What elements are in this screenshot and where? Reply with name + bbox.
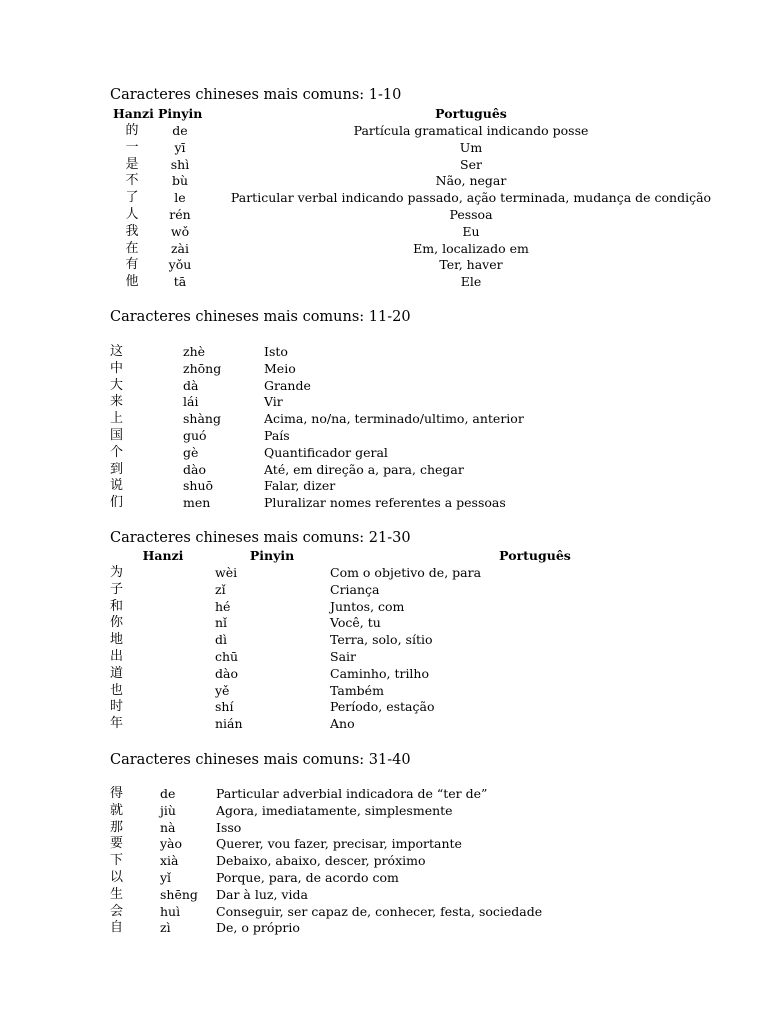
table-row (0, 156, 768, 173)
portugues-cell: Particular adverbial indicadora de “ter de” (216, 786, 488, 801)
table-row (0, 256, 768, 273)
section-title: Caracteres chineses mais comuns: 21-30 (110, 530, 411, 546)
portugues-cell: Pessoa (449, 207, 493, 222)
portugues-cell: Não, negar (435, 173, 507, 189)
portugues-cell: Sair (330, 649, 356, 664)
table-row (0, 852, 768, 869)
hanzi-cell: 这 (110, 344, 124, 359)
portugues-cell: Acima, no/na, terminado/ultimo, anterior (264, 411, 524, 427)
section-title: Caracteres chineses mais comuns: 31-40 (110, 752, 411, 768)
table-row (0, 206, 768, 223)
portugues-cell: Também (330, 682, 384, 698)
hanzi-cell: 那 (110, 819, 124, 835)
table-row (0, 377, 768, 394)
portugues-cell: Agora, imediatamente, simplesmente (216, 802, 453, 818)
hanzi-cell: 了 (125, 190, 139, 206)
portugues-cell: Juntos, com (330, 598, 405, 614)
portugues-cell: Pluralizar nomes referentes a pessoas (264, 495, 506, 511)
pinyin-cell: zì (160, 920, 171, 936)
table-row (0, 598, 768, 615)
table-row (0, 273, 768, 290)
portugues-cell: De, o próprio (216, 920, 300, 936)
portugues-cell: Criança (330, 581, 380, 597)
portugues-cell: Dar à luz, vida (216, 886, 308, 902)
hanzi-cell: 在 (125, 240, 139, 256)
table-row (0, 343, 768, 360)
portugues-cell: País (264, 428, 290, 443)
pinyin-cell: rén (169, 207, 191, 222)
portugues-cell: Ele (460, 274, 482, 290)
portugues-cell: Vir (264, 394, 283, 410)
pinyin-cell: yě (215, 682, 230, 698)
column-header-pinyin: Pinyin (249, 548, 295, 563)
hanzi-cell: 要 (110, 836, 124, 852)
table-row (0, 886, 768, 903)
pinyin-cell: gè (183, 444, 199, 460)
column-header-pinyin: Pinyin (158, 106, 203, 121)
table-row (0, 665, 768, 682)
portugues-cell: Querer, vou fazer, precisar, importante (216, 836, 462, 852)
table-row (0, 360, 768, 377)
pinyin-cell: shàng (183, 411, 221, 427)
table-row (0, 785, 768, 802)
section-title: Caracteres chineses mais comuns: 11-20 (110, 309, 411, 325)
hanzi-cell: 不 (125, 173, 139, 189)
pinyin-cell: yǐ (160, 870, 172, 885)
table-row (0, 477, 768, 494)
hanzi-cell: 生 (110, 886, 124, 902)
pinyin-cell: de (160, 786, 176, 801)
portugues-cell: Conseguir, ser capaz de, conhecer, festa, sociedade (216, 903, 543, 919)
portugues-cell: Caminho, trilho (330, 665, 430, 681)
portugues-cell: Falar, dizer (264, 478, 336, 494)
portugues-cell: Particular verbal indicando passado, ação terminada, mudança de condição (230, 190, 712, 206)
hanzi-cell: 个 (110, 444, 124, 460)
pinyin-cell: zhōng (183, 360, 222, 376)
table-row (0, 648, 768, 665)
table-row (0, 581, 768, 598)
table-row (0, 410, 768, 427)
hanzi-cell: 就 (110, 802, 124, 818)
table-row (0, 835, 768, 852)
pinyin-cell: dà (183, 377, 199, 393)
hanzi-cell: 中 (110, 360, 124, 376)
portugues-cell: Quantificador geral (264, 444, 388, 460)
pinyin-cell: wǒ (170, 223, 190, 239)
table-row (0, 564, 768, 581)
pinyin-cell: guó (183, 428, 207, 443)
portugues-cell: Isso (216, 819, 242, 835)
pinyin-cell: zhè (183, 344, 206, 359)
portugues-cell: Grande (264, 377, 311, 393)
portugues-cell: Isto (264, 344, 288, 359)
hanzi-cell: 是 (125, 156, 139, 172)
hanzi-cell: 们 (110, 495, 124, 511)
table-row (0, 614, 768, 631)
table-row (0, 139, 768, 156)
hanzi-cell: 为 (110, 565, 124, 580)
pinyin-cell: yào (160, 836, 183, 852)
portugues-cell: Porque, para, de acordo com (216, 870, 399, 885)
portugues-cell: Ser (460, 156, 482, 172)
portugues-cell: Debaixo, abaixo, descer, próximo (216, 853, 426, 869)
hanzi-cell: 人 (125, 207, 139, 222)
pinyin-cell: le (174, 190, 186, 206)
hanzi-cell: 到 (110, 461, 124, 477)
hanzi-cell: 年 (110, 716, 124, 732)
pinyin-cell: nǐ (215, 615, 228, 631)
table-row (0, 698, 768, 715)
portugues-cell: Ter, haver (439, 257, 503, 273)
hanzi-cell: 自 (110, 920, 124, 936)
portugues-cell: Em, localizado em (413, 240, 529, 256)
table-row (0, 494, 768, 511)
table-row (0, 819, 768, 836)
hanzi-cell: 也 (110, 682, 124, 698)
table-row (0, 427, 768, 444)
hanzi-cell: 得 (110, 786, 124, 801)
table-row (0, 869, 768, 886)
pinyin-cell: tā (173, 274, 187, 290)
hanzi-cell: 国 (110, 428, 124, 443)
portugues-cell: Um (459, 139, 483, 155)
pinyin-cell: huì (160, 903, 181, 919)
pinyin-cell: shì (170, 156, 190, 172)
pinyin-cell: wèi (215, 565, 238, 580)
pinyin-cell: jiù (160, 802, 176, 818)
hanzi-cell: 有 (125, 257, 139, 273)
table-row (0, 631, 768, 648)
hanzi-cell: 下 (110, 853, 124, 869)
portugues-cell: Ano (330, 716, 355, 732)
table-row (0, 122, 768, 139)
pinyin-cell: nà (160, 819, 176, 835)
hanzi-cell: 说 (110, 478, 124, 494)
pinyin-cell: shēng (160, 886, 198, 902)
portugues-cell: Partícula gramatical indicando posse (353, 123, 589, 138)
hanzi-cell: 地 (110, 632, 124, 648)
pinyin-cell: dào (183, 461, 206, 477)
table-row (0, 189, 768, 206)
table-row (0, 172, 768, 189)
pinyin-cell: yǒu (168, 257, 192, 273)
section-title: Caracteres chineses mais comuns: 1-10 (110, 87, 402, 103)
portugues-cell: Meio (264, 360, 296, 376)
table-row (0, 715, 768, 732)
column-header-hanzi: Hanzi (113, 106, 154, 121)
pinyin-cell: zǐ (215, 581, 226, 597)
pinyin-cell: zài (170, 240, 190, 256)
pinyin-cell: nián (215, 716, 243, 732)
portugues-cell: Eu (462, 223, 480, 239)
pinyin-cell: bù (171, 173, 189, 189)
hanzi-cell: 上 (110, 411, 124, 427)
portugues-cell: Terra, solo, sítio (330, 632, 433, 648)
column-header-hanzi: Hanzi (142, 548, 184, 563)
table-row (0, 444, 768, 461)
hanzi-cell: 你 (110, 615, 124, 631)
portugues-cell: Com o objetivo de, para (330, 565, 482, 580)
hanzi-cell: 的 (125, 123, 139, 138)
column-header-portugues: Português (435, 106, 507, 121)
column-header-portugues: Português (499, 548, 571, 563)
hanzi-cell: 出 (110, 649, 124, 664)
hanzi-cell: 一 (125, 139, 139, 155)
hanzi-cell: 子 (110, 581, 124, 597)
table-row (0, 919, 768, 936)
pinyin-cell: dì (215, 632, 227, 648)
portugues-cell: Até, em direção a, para, chegar (264, 461, 464, 477)
hanzi-cell: 大 (110, 377, 124, 393)
table-row (0, 802, 768, 819)
table-row (0, 393, 768, 410)
table-row (0, 903, 768, 920)
pinyin-cell: dào (215, 665, 238, 681)
portugues-cell: Você, tu (330, 615, 381, 631)
pinyin-cell: shuō (183, 478, 214, 494)
pinyin-cell: chū (215, 649, 239, 664)
pinyin-cell: yī (174, 139, 186, 155)
pinyin-cell: xià (160, 853, 179, 869)
table-row (0, 461, 768, 478)
hanzi-cell: 时 (110, 699, 124, 715)
table-row (0, 223, 768, 240)
table-row (0, 240, 768, 257)
hanzi-cell: 会 (110, 903, 124, 919)
hanzi-cell: 来 (110, 394, 124, 410)
table-row (0, 682, 768, 699)
hanzi-cell: 和 (110, 598, 124, 614)
hanzi-cell: 道 (110, 665, 124, 681)
pinyin-cell: lái (183, 394, 199, 410)
pinyin-cell: shí (215, 699, 234, 715)
hanzi-cell: 我 (125, 223, 139, 239)
pinyin-cell: hé (215, 598, 231, 614)
portugues-cell: Período, estação (330, 699, 435, 715)
hanzi-cell: 以 (110, 870, 124, 885)
pinyin-cell: men (183, 495, 211, 511)
pinyin-cell: de (172, 123, 188, 138)
hanzi-cell: 他 (125, 274, 139, 290)
